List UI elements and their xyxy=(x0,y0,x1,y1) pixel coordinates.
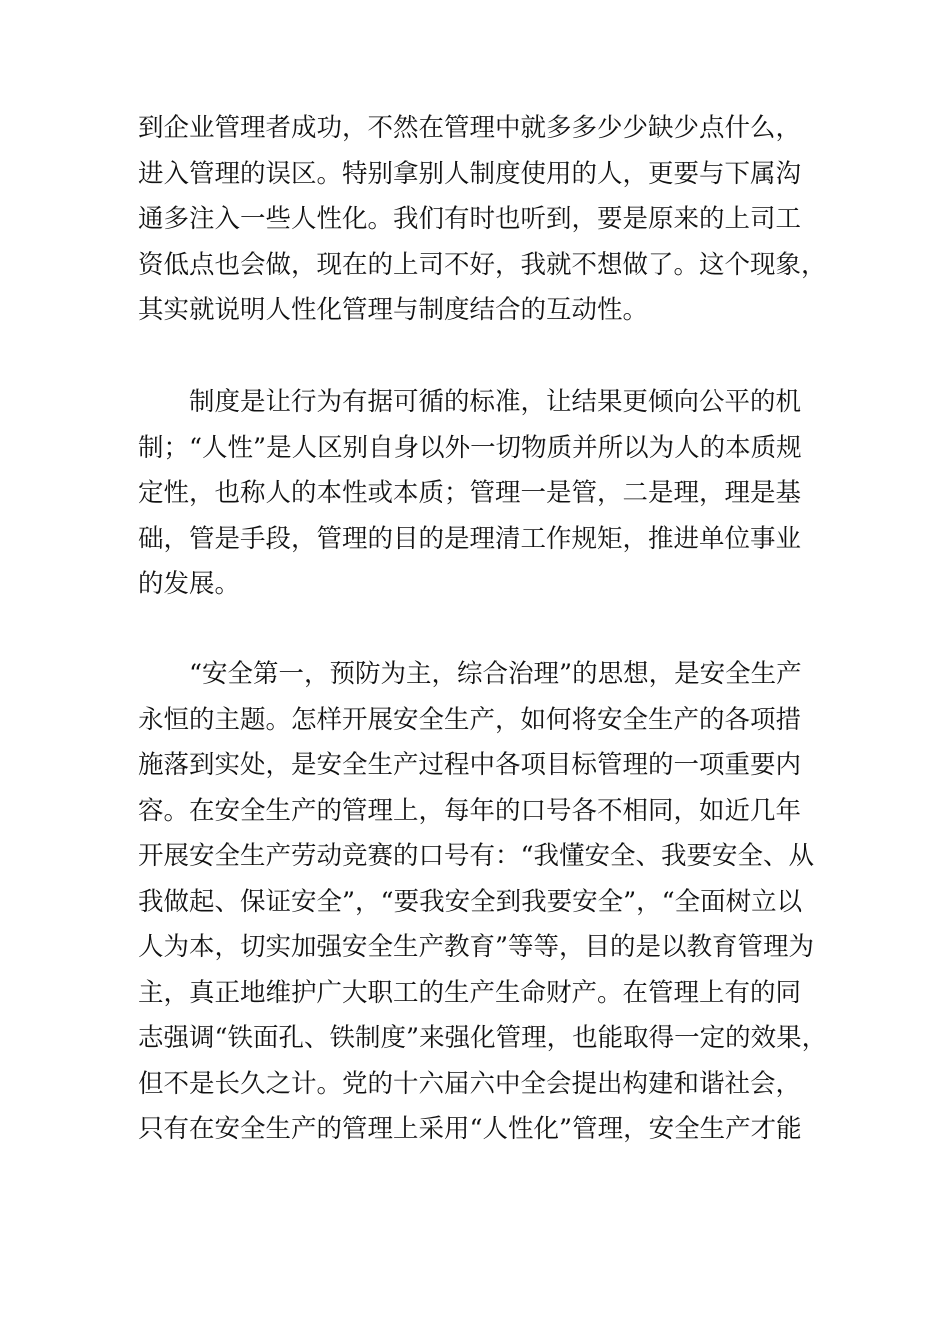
text-line: 的发展。 xyxy=(138,569,241,599)
text-line: 制度是让行为有据可循的标准，让结果更倾向公平的机 xyxy=(138,387,802,417)
text-line: 只有在安全生产的管理上采用“人性化”管理，安全生产才能 xyxy=(138,1114,802,1144)
paragraph-1 xyxy=(138,106,838,334)
text-line: 其实就说明人性化管理与制度结合的互动性。 xyxy=(138,295,649,325)
paragraph-2 xyxy=(138,380,838,608)
text-line: 制；“人性”是人区别自身以外一切物质并所以为人的本质规 xyxy=(138,432,802,463)
text-line: 施落到实处，是安全生产过程中各项目标管理的一项重要内 xyxy=(138,750,802,780)
text-line: 永恒的主题。怎样开展安全生产，如何将安全生产的各项措 xyxy=(138,704,802,735)
text-line: 到企业管理者成功，不然在管理中就多多少少缺少点什么， xyxy=(138,113,802,143)
text-line: 资低点也会做，现在的上司不好，我就不想做了。这个现象， xyxy=(138,249,827,280)
text-line: 开展安全生产劳动竞赛的口号有：“我懂安全、我要安全、从 xyxy=(138,841,815,871)
text-line: 主，真正地维护广大职工的生产生命财产。在管理上有的同 xyxy=(138,977,802,1008)
text-line: 志强调“铁面孔、铁制度”来强化管理，也能取得一定的效果， xyxy=(138,1023,828,1053)
text-line: 础，管是手段，管理的目的是理清工作规矩，推进单位事业 xyxy=(138,523,802,554)
text-line: 但不是长久之计。党的十六届六中全会提出构建和谐社会， xyxy=(138,1068,802,1099)
text-line: 定性，也称人的本性或本质；管理一是管，二是理，理是基 xyxy=(138,478,802,508)
text-line: 容。在安全生产的管理上，每年的口号各不相同，如近几年 xyxy=(138,795,802,826)
text-line: 通多注入一些人性化。我们有时也听到，要是原来的上司工 xyxy=(138,204,802,234)
text-line: 人为本，切实加强安全生产教育”等等，目的是以教育管理为 xyxy=(138,932,815,962)
text-line: 进入管理的误区。特别拿别人制度使用的人，更要与下属沟 xyxy=(138,158,802,189)
text-line: “安全第一，预防为主，综合治理”的思想，是安全生产 xyxy=(138,659,802,689)
paragraph-3 xyxy=(138,652,838,1153)
text-line: 我做起、保证安全”，“要我安全到我要安全”，“全面树立以 xyxy=(138,886,803,917)
